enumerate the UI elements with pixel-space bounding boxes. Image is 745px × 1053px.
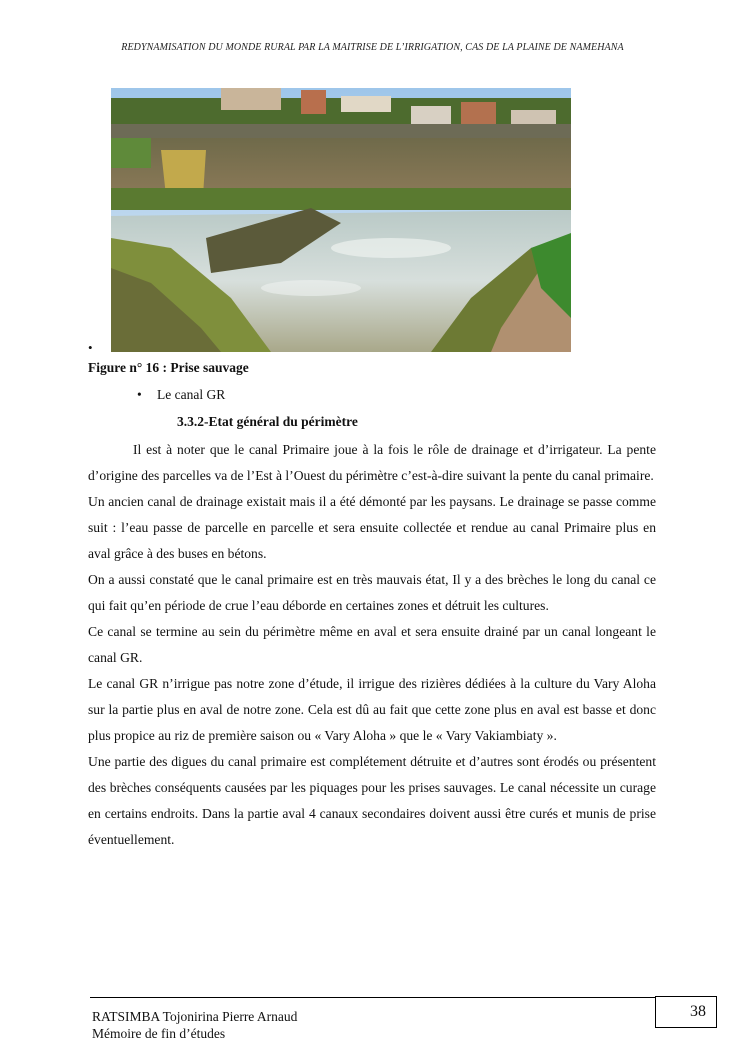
paragraph: Ce canal se termine au sein du périmètre même en aval et sera ensuite drainé par un canal longeant le canal GR. [88,624,656,665]
figure-bullet: • [88,340,93,355]
list-item-label: Le canal GR [157,387,226,402]
photo-prise-sauvage [111,88,571,352]
section-heading: 3.3.2-Etat général du périmètre [177,414,358,429]
figure-caption: Figure n° 16 : Prise sauvage [88,360,249,375]
running-header: REDYNAMISATION DU MONDE RURAL PAR LA MAITRISE DE L’IRRIGATION, CAS DE LA PLAINE DE NAMEHANA [121,42,624,53]
footer-author-block [92,1008,297,1042]
paragraph: Une partie des digues du canal primaire est complétement détruite et d’autres sont érodés ou présentent des brèches conséquents causées par les piquages pour les prises sauvages. Le canal nécessite un curage en certains endroits. Dans la partie aval 4 canaux secondaires doivent aussi être curés et munis de prise éventuellement. [88,754,656,847]
paragraph: Le canal GR n’irrigue pas notre zone d’étude, il irrigue des rizières dédiées à la culture du Vary Aloha sur la partie plus en aval de notre zone. Cela est dû au fait que cette zone plus en aval est basse et donc plus propice au riz de première saison ou « Vary Aloha » que le « Vary Vakiambiaty ». [88,676,656,743]
paragraph: Un ancien canal de drainage existait mais il a été démonté par les paysans. Le drainage se passe comme suit : l’eau passe de parcelle en parcelle et sera ensuite collectée et rendue au canal Primaire plus en aval grâce à des buses en bétons. [88,494,656,561]
footer-author: RATSIMBA Tojonirina Pierre Arnaud [92,1009,298,1024]
paragraph: On a aussi constaté que le canal primaire est en très mauvais état, Il y a des brèches le long du canal ce qui fait qu’en période de crue l’eau déborde en certaines zones et détruit les cultures. [88,572,656,613]
paragraph: Il est à noter que le canal Primaire joue à la fois le rôle de drainage et d’irrigateur. La pente d’origine des parcelles va de l’Est à l’Ouest du périmètre c’est-à-dire suivant la pente du canal primaire. [88,442,656,483]
footer-divider [90,997,656,998]
list-bullet: • [137,387,142,402]
list-item-canal-gr [137,387,226,403]
footer-subtitle: Mémoire de fin d’études [92,1026,226,1041]
page-number: 38 [655,996,717,1028]
body-text [88,437,656,853]
